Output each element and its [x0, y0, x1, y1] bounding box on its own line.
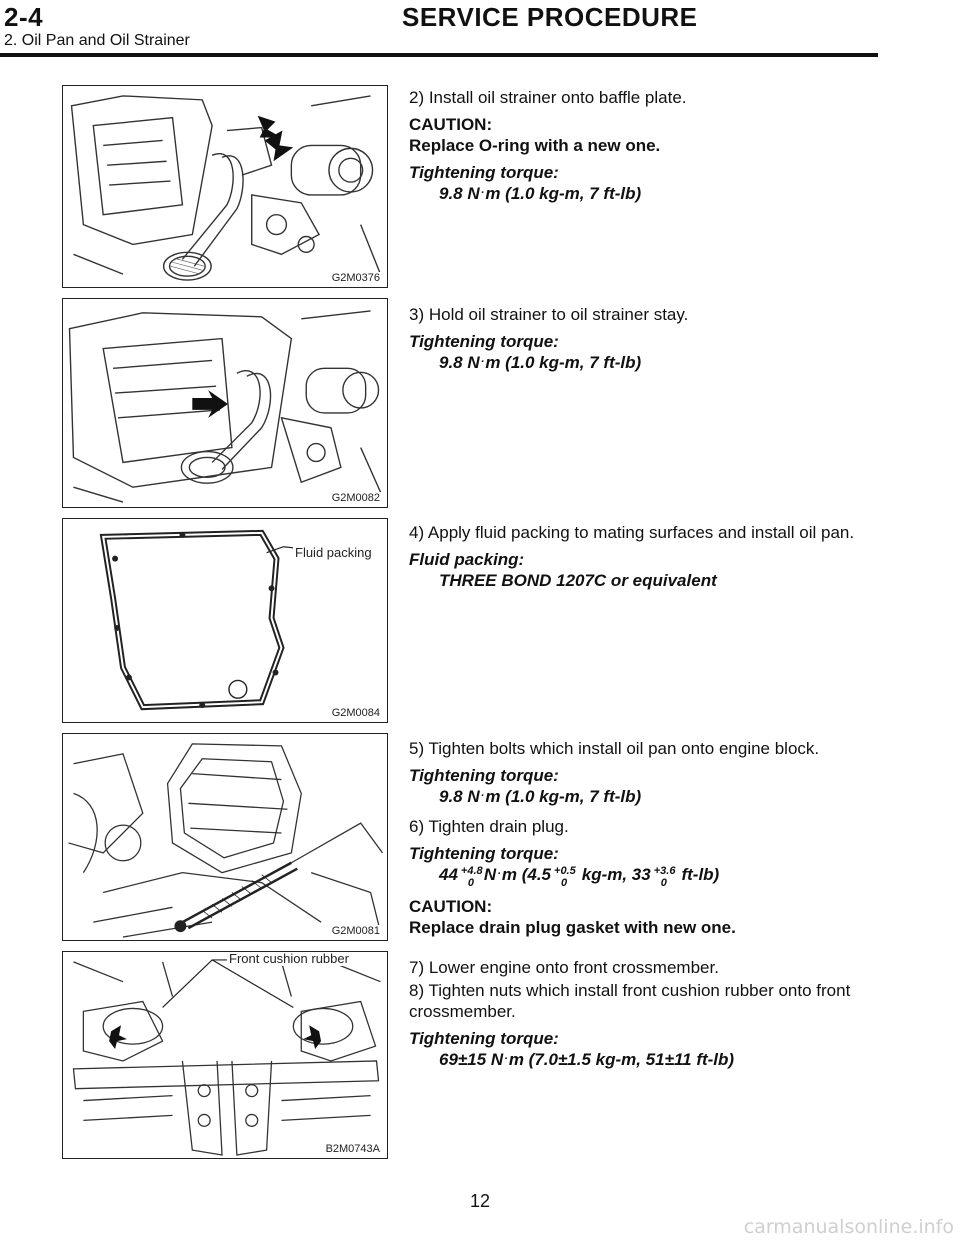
step-4-text: 4) Apply fluid packing to mating surfaces and install oil pan.: [409, 523, 855, 542]
torque-value: 9.8 N·m (1.0 kg-m, 7 ft-lb): [439, 353, 642, 372]
oil-strainer-illustration: [63, 86, 387, 287]
figure-fluid-packing: [62, 518, 388, 723]
step-8-text: 8) Tighten nuts which install front cushion rubber onto front crossmember.: [409, 981, 851, 1021]
step-3-text: 3) Hold oil strainer to oil strainer stay.: [409, 305, 689, 324]
oil-strainer-stay-illustration: [63, 299, 387, 507]
figure-code: G2M0081: [331, 925, 380, 937]
figure-oil-strainer-install: [62, 85, 388, 288]
watermark-text: carmanualsonline.info: [743, 1216, 954, 1238]
torque-value: 69±15 N·m (7.0±1.5 kg-m, 51±11 ft-lb): [439, 1050, 735, 1069]
page-subtitle: 2. Oil Pan and Oil Strainer: [4, 32, 190, 49]
step-2-block: [409, 87, 879, 213]
fluid-packing-spec-value: THREE BOND 1207C or equivalent: [439, 571, 717, 590]
figure-code: G2M0084: [331, 707, 380, 719]
caution-label: CAUTION:: [409, 115, 493, 134]
step-6-text: 6) Tighten drain plug.: [409, 817, 569, 836]
step-7-text: 7) Lower engine onto front crossmember.: [409, 958, 719, 977]
page-number: 12: [469, 1191, 491, 1211]
caution-label: CAUTION:: [409, 897, 493, 916]
figure-oil-pan-bolts: [62, 733, 388, 941]
step-4-block: [409, 522, 879, 597]
step-2-text: 2) Install oil strainer onto baffle plate.: [409, 88, 687, 107]
figure-code: G2M0376: [331, 272, 380, 284]
caution-text: Replace O-ring with a new one.: [409, 136, 661, 155]
torque-value: 9.8 N·m (1.0 kg-m, 7 ft-lb): [439, 184, 642, 203]
page-title: SERVICE PROCEDURE: [402, 2, 698, 32]
front-crossmember-illustration: [63, 952, 387, 1158]
step-3-block: [409, 304, 879, 382]
front-cushion-rubber-label: Front cushion rubber: [229, 951, 349, 966]
drain-plug-torque-value: 44 +4.8 0 N·m (4.5 +0.5 0 kg-m, 33 +3.6 0 ft-lb): [439, 865, 720, 889]
figure-front-cushion-rubber: [62, 951, 388, 1159]
step-5-text: 5) Tighten bolts which install oil pan onto engine block.: [409, 739, 820, 758]
torque-label: Tightening torque:: [409, 766, 559, 785]
figure-code: B2M0743A: [325, 1143, 380, 1155]
fluid-packing-spec-label: Fluid packing:: [409, 550, 525, 569]
torque-label: Tightening torque:: [409, 332, 559, 351]
torque-label: Tightening torque:: [409, 844, 559, 863]
figure-code: G2M0082: [331, 492, 380, 504]
oil-pan-bolts-illustration: [63, 734, 387, 940]
step-7-8-block: [409, 957, 879, 1079]
header-rule: [0, 53, 878, 57]
step-5-6-block: [409, 738, 879, 944]
torque-value: 9.8 N·m (1.0 kg-m, 7 ft-lb): [439, 787, 642, 806]
fluid-packing-label: Fluid packing: [295, 545, 372, 560]
figure-oil-strainer-stay: [62, 298, 388, 508]
caution-text: Replace drain plug gasket with new one.: [409, 918, 736, 937]
torque-label: Tightening torque:: [409, 163, 559, 182]
section-number: 2-4: [4, 2, 44, 32]
torque-label: Tightening torque:: [409, 1029, 559, 1048]
